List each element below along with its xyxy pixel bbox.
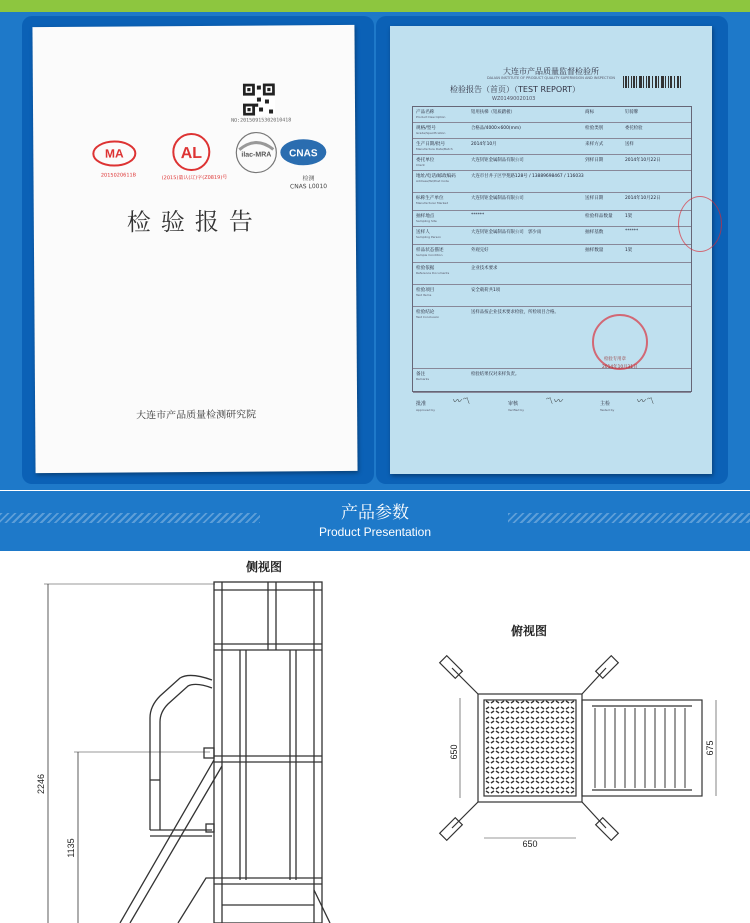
report-row xyxy=(413,227,691,245)
svg-text:MA: MA xyxy=(104,146,124,161)
qr-code-icon xyxy=(243,83,275,115)
report-row-label-en: Grade/Specification xyxy=(416,131,446,135)
report-row xyxy=(413,139,691,155)
report-row xyxy=(413,123,691,139)
report-row-value: 2014年10月 xyxy=(471,142,497,147)
ilac-label: ilac-MRA xyxy=(241,151,272,159)
report-row-label-en: Sampling Person xyxy=(416,235,442,239)
report-row-label: 地址/电话/邮政编码 xyxy=(416,174,456,179)
cnas-label: CNAS xyxy=(289,148,318,160)
stamp-caption: 检验专用章 xyxy=(604,357,626,362)
report-row-value-2: 2014年10月22日 xyxy=(625,196,661,201)
report-row-value: 送样品按企业技术要求检验，所检项目合格。 xyxy=(471,310,559,315)
report-row xyxy=(413,193,691,211)
barcode-icon xyxy=(622,76,684,88)
report-row xyxy=(413,263,691,285)
cnas-caption-line-1: 检测 xyxy=(302,175,315,183)
report-row-label: 样品状态描述 xyxy=(416,248,444,253)
signature-tested: 〰〽 xyxy=(636,397,655,407)
report-row-label: 抽样地点 xyxy=(416,214,435,219)
report-subheading: 检验报告（首页）（TEST REPORT） xyxy=(450,85,581,94)
dim-top-650-horizontal: 650 xyxy=(522,839,538,849)
svg-text:AL: AL xyxy=(180,144,203,163)
test-report-frame xyxy=(376,16,728,484)
report-row-label-2: 商标 xyxy=(585,110,595,115)
report-row-value: 大连钊钜金属制品有限公司 xyxy=(471,158,524,163)
side-view-title: 侧视图 xyxy=(246,560,283,574)
certificate-title: 检验报告 xyxy=(126,207,263,237)
report-row-value: 检验结果仅对来样负责。 xyxy=(471,372,520,377)
stamp-date: 2014年10月31日 xyxy=(602,365,638,370)
report-row-value: 铝用扶梯（铝质踏板） xyxy=(471,110,515,115)
report-row xyxy=(413,307,691,369)
report-row-label-2: 检验样品数量 xyxy=(585,214,613,219)
report-row-label: 标称生产单位 xyxy=(416,196,444,201)
sig-verified-en: Verified by xyxy=(508,408,525,412)
report-row-label: 检验项目 xyxy=(416,288,435,293)
report-row-label-en: Manufacture Date/Batch xyxy=(416,147,453,151)
dim-height-total: 2246 xyxy=(36,773,46,795)
report-row-label-en: Remarks xyxy=(416,377,430,381)
dim-top-650-vertical: 650 xyxy=(449,744,459,760)
section-subtitle: Product Presentation xyxy=(318,525,432,539)
report-row xyxy=(413,171,691,193)
report-row xyxy=(413,285,691,307)
report-number: WZ01490020103 xyxy=(492,96,536,102)
report-row-label: 检验结论 xyxy=(416,310,435,315)
report-row-value: ****** xyxy=(471,213,485,218)
qr-number: NO:20150915302010418 xyxy=(231,117,292,124)
report-row-label: 送样人 xyxy=(416,230,430,235)
signature-verified: 〽〰 xyxy=(544,397,563,407)
report-row-label-en: Sampling Site xyxy=(416,219,437,223)
report-row xyxy=(413,369,691,393)
sig-approved-en: Approved by xyxy=(416,408,436,412)
signature-approved: 〰〽 xyxy=(452,397,471,407)
report-row-label-en: Manufacturer Marked xyxy=(416,201,449,205)
sig-tested-en: Tested by xyxy=(600,408,615,412)
report-row-value: 大连钊钜金属制品有限公司 郭少雨 xyxy=(471,230,542,235)
report-row xyxy=(413,155,691,171)
sig-approved-label: 批准 xyxy=(416,401,427,407)
cma-caption: 2015020611B xyxy=(100,172,137,179)
report-row-label-en: Test Conclusion xyxy=(416,315,440,319)
report-row-label: 委托单位 xyxy=(416,158,435,163)
report-row-label-en: Test Items xyxy=(416,293,432,297)
report-row-label: 生产日期/批号 xyxy=(416,142,446,147)
certificate-org: 大连市产品质量检测研究院 xyxy=(136,409,257,422)
top-view-drawing xyxy=(420,640,750,862)
report-row-value-2: ****** xyxy=(625,229,639,234)
report-table xyxy=(412,106,692,392)
certificate-cover-page xyxy=(32,25,357,473)
report-row-label-2: 到样日期 xyxy=(585,158,604,163)
report-row-label: 检验依据 xyxy=(416,266,435,271)
report-row xyxy=(413,211,691,227)
report-row-label-en: Product Description xyxy=(416,115,446,119)
report-row-value-2: 1架 xyxy=(625,214,633,219)
dim-height-platform: 1135 xyxy=(66,838,76,858)
cma-logo-icon xyxy=(91,138,137,168)
report-row-label-en: Client xyxy=(416,163,425,167)
edge-stamp xyxy=(678,196,722,252)
report-row-value: 企业技术要求 xyxy=(471,266,498,271)
report-row-value: 安全载荷共1项 xyxy=(471,288,501,293)
report-row-label-2: 送样日期 xyxy=(585,196,604,201)
cal-caption: (2015)量认(辽)字(Z0819)号 xyxy=(161,174,228,182)
report-row-value-2: 钉骑牌 xyxy=(625,110,639,115)
report-row-label-en: Sample Condition xyxy=(416,253,443,257)
sig-tested-label: 主检 xyxy=(600,401,611,407)
report-row-value-2: 送样 xyxy=(625,142,634,147)
report-row-label: 备注 xyxy=(416,372,426,377)
ilac-mra-logo-icon xyxy=(231,129,281,175)
report-row-label-en: Reference Documents xyxy=(416,271,450,275)
cnas-caption xyxy=(283,175,333,191)
report-row-label-2: 抽样数量 xyxy=(585,248,604,253)
report-row-label: 产品名称 xyxy=(416,110,435,115)
report-row-label: 规格/型号 xyxy=(416,126,436,131)
cnas-logo-icon xyxy=(277,135,329,169)
sig-verified-label: 审核 xyxy=(508,401,519,407)
report-row-value-2: 委托检验 xyxy=(625,126,643,131)
report-heading-en: DALIAN INSTITUTE OF PRODUCT QUALITY SUPERVISION AND INSPECTION xyxy=(486,76,616,80)
side-view-drawing xyxy=(0,560,380,923)
cnas-caption-line-2: CNAS L0010 xyxy=(289,182,328,191)
dim-top-675: 675 xyxy=(705,740,715,756)
top-view-title: 俯视图 xyxy=(511,624,548,638)
report-row-value: 大连市甘井子区学苑路128号 / 13889698467 / 116033 xyxy=(471,174,584,179)
report-row-value: 外观完好 xyxy=(471,248,489,253)
report-row-label-2: 来样方式 xyxy=(585,142,604,147)
report-row-value: 大连钊钜金属制品有限公司 xyxy=(471,196,524,201)
report-row xyxy=(413,107,691,123)
report-row-label-2: 检验类别 xyxy=(585,126,604,131)
test-report-page xyxy=(390,26,712,474)
certificate-cover-frame xyxy=(22,16,374,484)
report-row-value-2: 2014年10月22日 xyxy=(625,158,661,163)
report-row-label-en: Address/Tel/Post Code xyxy=(416,179,449,183)
section-title: 产品参数 xyxy=(341,503,409,523)
cal-logo-icon xyxy=(169,130,213,174)
top-accent-strip xyxy=(0,0,750,12)
report-row xyxy=(413,245,691,263)
report-heading: 大连市产品质量监督检验所 xyxy=(503,67,599,76)
report-row-value-2: 1架 xyxy=(625,248,633,253)
report-row-value: 合格品/4000×600(mm) xyxy=(471,126,521,131)
report-row-label-2: 抽样基数 xyxy=(585,230,604,235)
section-header xyxy=(0,491,750,551)
